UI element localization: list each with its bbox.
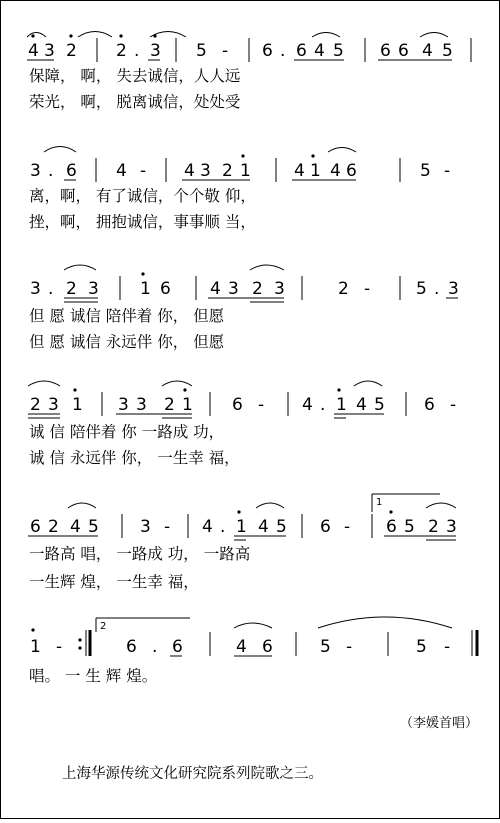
repeat-dot [78,638,81,641]
note: 2 [338,279,349,299]
note: 1 [30,637,41,657]
note: 5 [333,41,344,61]
high-dot [141,272,144,275]
note: . [152,637,158,657]
note: 6 [262,41,273,61]
volta-number: 2 [100,621,107,632]
slur [78,32,112,38]
note: 4 [184,161,195,181]
note: 6 [232,395,243,415]
note: 6 [398,41,409,61]
note: 3 [228,279,239,299]
note: 3 [446,517,457,537]
note: - [164,517,171,537]
note: 6 [320,517,331,537]
note: 2 [30,395,41,415]
note: 2 [66,41,77,61]
note: 2 [66,279,77,299]
note: 4 [330,161,341,181]
note: 5 [88,517,99,537]
slur [68,503,96,508]
note: 6 [346,161,357,181]
performer-credit: （李媛首唱） [399,716,478,731]
note: 6 [386,517,397,537]
note: 6 [262,637,273,657]
slur [162,381,192,386]
slur [28,381,60,386]
note: 3 [200,161,211,181]
high-dot [119,34,122,37]
note: 1 [240,161,251,181]
slur [420,33,448,38]
note: 3 [88,279,99,299]
note: 3 [448,279,459,299]
high-dot [31,34,34,37]
note: 4 [116,161,127,181]
note: 3 [274,279,285,299]
lyric-line: 但 愿 诚信 永远伴 你， 但愿 [29,333,225,351]
note: 5 [416,279,427,299]
note: 6 [126,637,137,657]
system-3-notation [30,265,459,302]
note: 4 [28,41,39,61]
note: 6 [424,395,435,415]
lyric-line: 挫，啊， 拥抱诚信，事事顺 当， [29,213,256,231]
lyric-line: 一路高 唱， 一路成 功， 一路高 [29,545,251,563]
system-2-notation [30,147,450,183]
system-1-notation [27,32,471,63]
slur [64,265,96,270]
footer-note: 上海华源传统文化研究院系列院歌之三。 [62,766,323,782]
system-6-notation [30,617,477,657]
note: 4 [210,279,221,299]
note: 2 [48,517,59,537]
lyric-line: 唱。 一 生 辉 煌。 [29,667,158,685]
note: 6 [296,41,307,61]
note: 5 [320,637,331,657]
lyric-line: 诚 信 陪伴着 你 一路成 功， [29,423,225,441]
note: - [444,637,451,657]
lyric-line: 诚 信 永远伴 你， 一生幸 福， [29,449,240,467]
high-dot [237,510,240,513]
note: 1 [140,279,151,299]
note: . [434,279,440,299]
note: - [344,517,351,537]
slur [328,148,356,153]
note: - [364,279,371,299]
high-dot [311,154,314,157]
note: 4 [302,395,313,415]
note: 1 [310,161,321,181]
slur [44,147,76,153]
note: 2 [116,41,127,61]
note: - [140,161,147,181]
note: - [450,395,457,415]
repeat-dot [78,646,81,649]
note: - [444,161,451,181]
high-dot [153,34,156,37]
note: . [320,395,326,415]
note: 5 [276,517,287,537]
lyric-line: 离，啊， 有了诚信，个个敬 仰， [29,187,256,205]
note: 5 [374,395,385,415]
note: . [134,41,140,61]
note: . [48,161,54,181]
high-dot [183,388,186,391]
note: - [56,637,63,657]
system-5-notation [28,494,457,540]
slur [234,623,272,628]
note: - [346,637,353,657]
note: 5 [442,41,453,61]
lyric-line: 保障， 啊， 失去诚信，人人远 [29,67,241,85]
note: 3 [140,517,151,537]
high-dot [31,628,34,631]
high-dot [241,154,244,157]
lyric-line: 但 愿 诚信 陪伴着 你， 但愿 [29,307,225,325]
note: - [222,41,229,61]
note: 4 [422,41,433,61]
lyric-line: 一生辉 煌， 一生幸 福， [29,573,199,591]
note: 5 [404,517,415,537]
high-dot [69,34,72,37]
note: 3 [30,279,41,299]
high-dot [337,388,340,391]
note: 5 [196,41,207,61]
volta-number: 1 [376,497,383,508]
note: 6 [172,637,183,657]
note: . [280,41,286,61]
note: 4 [236,637,247,657]
note: 3 [118,395,129,415]
high-dot [73,388,76,391]
slur [27,33,46,38]
note: 5 [420,161,431,181]
note: 2 [428,517,439,537]
slur [250,265,284,270]
system-4-notation [28,381,456,418]
slur [312,33,340,38]
note: 3 [48,395,59,415]
slur [354,381,382,386]
note: 3 [44,41,55,61]
slur [426,503,456,508]
note: 6 [30,517,41,537]
note: 4 [314,41,325,61]
note: 1 [182,395,193,415]
note: 6 [160,279,171,299]
note: 4 [356,395,367,415]
note: 6 [380,41,391,61]
note: 5 [416,637,427,657]
note: 4 [258,517,269,537]
note: 2 [252,279,263,299]
note: 2 [222,161,233,181]
note: 4 [202,517,213,537]
note: 3 [30,161,41,181]
note: 1 [72,395,83,415]
note: 6 [66,161,77,181]
note: 4 [294,161,305,181]
slur [256,503,284,508]
lyric-line: 荣光， 啊， 脱离诚信，处处受 [29,93,241,111]
note: 4 [70,517,81,537]
note: 1 [336,395,347,415]
note: . [48,279,54,299]
high-dot [389,510,392,513]
note: - [258,395,265,415]
note: 3 [136,395,147,415]
note: 2 [164,395,175,415]
note: 3 [150,41,161,61]
tie [318,617,452,628]
note: . [220,517,226,537]
note: 1 [236,517,247,537]
